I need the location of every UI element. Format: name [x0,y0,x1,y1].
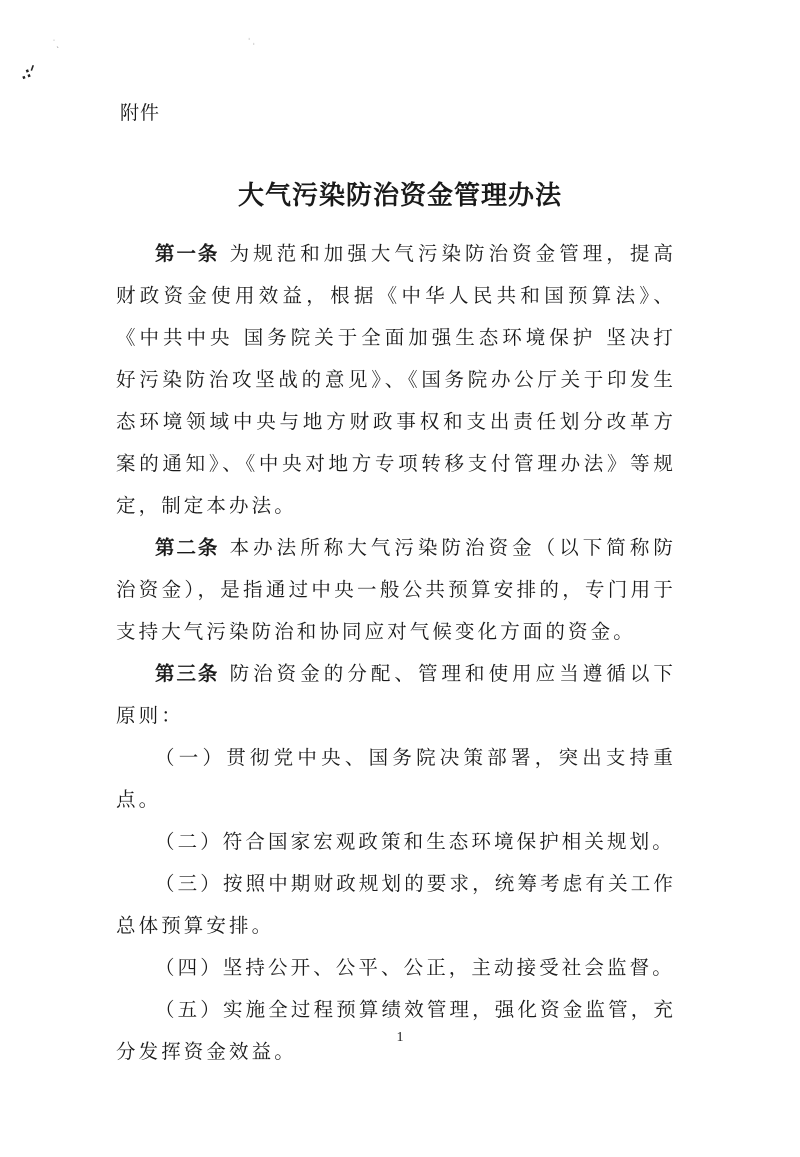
page-number: 1 [396,1030,404,1045]
article-2 [116,527,676,653]
scan-artifact: ˈ ˌ [248,37,255,46]
article-text: 本办法所称大气污染防治资金（以下简称防治资金），是指通过中央一般公共预算安排的，专门用于支持大气污染防治和协同应对气候变化方面的资金。 [116,536,676,643]
article-label: 第一条 [155,242,220,265]
article-3 [116,653,676,737]
document-title: 大气污染防治资金管理办法 [237,181,562,211]
article-text: 为规范和加强大气污染防治资金管理，提高财政资金使用效益，根据《中华人民共和国预算法》、《中共中央 国务院关于全面加强生态环境保护 坚决打好污染防治攻坚战的意见》、《国务院办公厅关于印发生态环境领域中央与地方财政事权和支出责任划分改革方案的通知》、《中央对地方专项转移支付管理办法》等规定，制定本办法。 [116,242,676,517]
article-label: 第三条 [155,662,220,685]
article-text: 防治资金的分配、管理和使用应当遵循以下原则： [116,662,676,727]
principle-item: （三）按照中期财政规划的要求，统筹考虑有关工作总体预算安排。 [116,872,676,937]
scan-artifact: .:ᐟ [17,62,40,84]
attachment-label: 附件 [120,102,161,124]
article-1 [116,233,676,527]
document-body [116,233,676,1073]
principle-item: （一）贯彻党中央、国务院决策部署，突出支持重点。 [116,746,676,811]
scan-artifact: ˙ˎ [52,39,60,48]
principle-item: （五）实施全过程预算绩效管理，强化资金监管，充分发挥资金效益。 [116,998,676,1063]
principle-item: （二）符合国家宏观政策和生态环境保护相关规划。 [155,830,675,853]
principle-item: （四）坚持公开、公平、公正，主动接受社会监督。 [155,956,675,979]
article-label: 第二条 [155,536,220,559]
